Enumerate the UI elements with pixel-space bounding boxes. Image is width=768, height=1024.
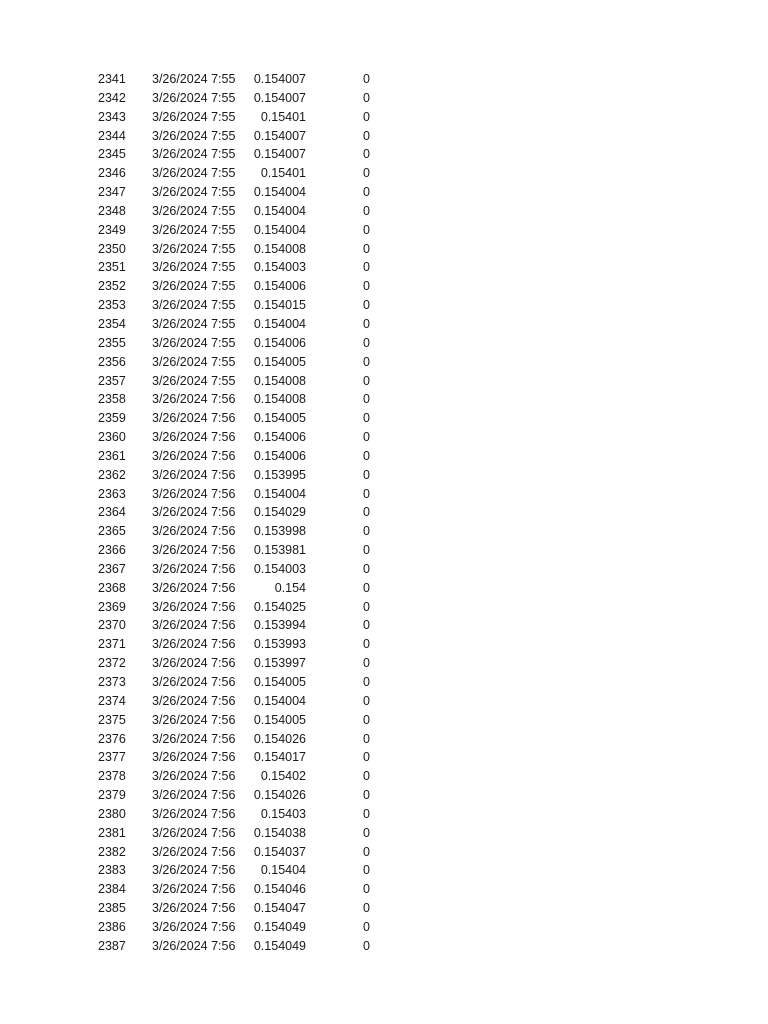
value-cell: 0.154004: [253, 222, 306, 237]
flag-cell: 0: [363, 260, 370, 275]
table-row: [0, 522, 768, 541]
timestamp-cell: 3/26/2024 7:56: [152, 712, 236, 727]
flag-cell: 0: [363, 128, 370, 143]
table-row: [0, 767, 768, 786]
value-cell: 0.154008: [253, 373, 306, 388]
table-row: [0, 899, 768, 918]
timestamp-cell: 3/26/2024 7:55: [152, 316, 236, 331]
row-index-cell: 2349: [98, 222, 126, 237]
flag-cell: 0: [363, 109, 370, 124]
value-cell: 0.154007: [253, 147, 306, 162]
row-index-cell: 2359: [98, 411, 126, 426]
flag-cell: 0: [363, 882, 370, 897]
flag-cell: 0: [363, 373, 370, 388]
table-row: [0, 127, 768, 146]
timestamp-cell: 3/26/2024 7:55: [152, 203, 236, 218]
table-row: [0, 786, 768, 805]
row-index-cell: 2383: [98, 863, 126, 878]
value-cell: 0.154029: [253, 505, 306, 520]
timestamp-cell: 3/26/2024 7:56: [152, 618, 236, 633]
row-index-cell: 2342: [98, 90, 126, 105]
timestamp-cell: 3/26/2024 7:56: [152, 844, 236, 859]
table-row: [0, 258, 768, 277]
table-row: [0, 164, 768, 183]
row-index-cell: 2368: [98, 580, 126, 595]
value-cell: 0.153981: [253, 543, 306, 558]
table-row: [0, 296, 768, 315]
table-row: [0, 541, 768, 560]
flag-cell: 0: [363, 354, 370, 369]
value-cell: 0.154004: [253, 486, 306, 501]
value-cell: 0.154: [274, 580, 306, 595]
row-index-cell: 2356: [98, 354, 126, 369]
table-row: [0, 334, 768, 353]
flag-cell: 0: [363, 788, 370, 803]
flag-cell: 0: [363, 411, 370, 426]
row-index-cell: 2372: [98, 656, 126, 671]
flag-cell: 0: [363, 938, 370, 953]
row-index-cell: 2380: [98, 806, 126, 821]
flag-cell: 0: [363, 222, 370, 237]
flag-cell: 0: [363, 203, 370, 218]
timestamp-cell: 3/26/2024 7:56: [152, 561, 236, 576]
timestamp-cell: 3/26/2024 7:55: [152, 222, 236, 237]
flag-cell: 0: [363, 561, 370, 576]
table-row: [0, 937, 768, 956]
value-cell: 0.153994: [253, 618, 306, 633]
timestamp-cell: 3/26/2024 7:55: [152, 72, 236, 86]
timestamp-cell: 3/26/2024 7:55: [152, 335, 236, 350]
timestamp-cell: 3/26/2024 7:55: [152, 241, 236, 256]
flag-cell: 0: [363, 599, 370, 614]
value-cell: 0.154006: [253, 430, 306, 445]
timestamp-cell: 3/26/2024 7:56: [152, 769, 236, 784]
flag-cell: 0: [363, 543, 370, 558]
table-row: [0, 70, 768, 89]
value-cell: 0.154004: [253, 316, 306, 331]
table-row: [0, 616, 768, 635]
row-index-cell: 2387: [98, 938, 126, 953]
row-index-cell: 2379: [98, 788, 126, 803]
flag-cell: 0: [363, 392, 370, 407]
timestamp-cell: 3/26/2024 7:55: [152, 166, 236, 181]
flag-cell: 0: [363, 806, 370, 821]
table-row: [0, 240, 768, 259]
row-index-cell: 2373: [98, 675, 126, 689]
value-cell: 0.154046: [253, 882, 306, 897]
flag-cell: 0: [363, 90, 370, 105]
timestamp-cell: 3/26/2024 7:55: [152, 373, 236, 388]
flag-cell: 0: [363, 467, 370, 482]
timestamp-cell: 3/26/2024 7:55: [152, 260, 236, 275]
table-row: [0, 145, 768, 164]
timestamp-cell: 3/26/2024 7:56: [152, 486, 236, 501]
flag-cell: 0: [363, 335, 370, 350]
row-index-cell: 2381: [98, 825, 126, 840]
timestamp-cell: 3/26/2024 7:56: [152, 675, 236, 689]
table-row: [0, 315, 768, 334]
row-index-cell: 2363: [98, 486, 126, 501]
flag-cell: 0: [363, 166, 370, 181]
value-cell: 0.154047: [253, 901, 306, 916]
timestamp-cell: 3/26/2024 7:56: [152, 806, 236, 821]
table-row: [0, 805, 768, 824]
flag-cell: 0: [363, 618, 370, 633]
timestamp-cell: 3/26/2024 7:55: [152, 109, 236, 124]
timestamp-cell: 3/26/2024 7:56: [152, 938, 236, 953]
timestamp-cell: 3/26/2024 7:56: [152, 505, 236, 520]
timestamp-cell: 3/26/2024 7:56: [152, 863, 236, 878]
timestamp-cell: 3/26/2024 7:55: [152, 298, 236, 313]
table-row: [0, 692, 768, 711]
flag-cell: 0: [363, 448, 370, 463]
table-row: [0, 560, 768, 579]
row-index-cell: 2364: [98, 505, 126, 520]
timestamp-cell: 3/26/2024 7:56: [152, 731, 236, 746]
value-cell: 0.154049: [253, 938, 306, 953]
table-row: [0, 428, 768, 447]
table-row: [0, 673, 768, 692]
table-row: [0, 748, 768, 767]
row-index-cell: 2374: [98, 693, 126, 708]
timestamp-cell: 3/26/2024 7:56: [152, 580, 236, 595]
flag-cell: 0: [363, 637, 370, 652]
row-index-cell: 2358: [98, 392, 126, 407]
table-row: [0, 277, 768, 296]
timestamp-cell: 3/26/2024 7:56: [152, 825, 236, 840]
row-index-cell: 2369: [98, 599, 126, 614]
row-index-cell: 2353: [98, 298, 126, 313]
row-index-cell: 2361: [98, 448, 126, 463]
value-cell: 0.15403: [260, 806, 306, 821]
table-row: [0, 635, 768, 654]
flag-cell: 0: [363, 750, 370, 765]
row-index-cell: 2347: [98, 185, 126, 200]
value-cell: 0.154005: [253, 712, 306, 727]
timestamp-cell: 3/26/2024 7:56: [152, 524, 236, 539]
flag-cell: 0: [363, 298, 370, 313]
flag-cell: 0: [363, 580, 370, 595]
value-cell: 0.154025: [253, 599, 306, 614]
flag-cell: 0: [363, 731, 370, 746]
table-row: [0, 447, 768, 466]
flag-cell: 0: [363, 185, 370, 200]
table-row: [0, 353, 768, 372]
timestamp-cell: 3/26/2024 7:56: [152, 392, 236, 407]
row-index-cell: 2345: [98, 147, 126, 162]
table-row: [0, 108, 768, 127]
table-row: [0, 372, 768, 391]
row-index-cell: 2375: [98, 712, 126, 727]
timestamp-cell: 3/26/2024 7:56: [152, 901, 236, 916]
table-row: [0, 654, 768, 673]
flag-cell: 0: [363, 279, 370, 294]
flag-cell: 0: [363, 72, 370, 86]
row-index-cell: 2376: [98, 731, 126, 746]
row-index-cell: 2367: [98, 561, 126, 576]
table-row: [0, 861, 768, 880]
value-cell: 0.15401: [260, 109, 306, 124]
row-index-cell: 2343: [98, 109, 126, 124]
row-index-cell: 2366: [98, 543, 126, 558]
flag-cell: 0: [363, 675, 370, 689]
row-index-cell: 2354: [98, 316, 126, 331]
timestamp-cell: 3/26/2024 7:56: [152, 467, 236, 482]
row-index-cell: 2351: [98, 260, 126, 275]
flag-cell: 0: [363, 901, 370, 916]
flag-cell: 0: [363, 430, 370, 445]
table-row: [0, 711, 768, 730]
value-cell: 0.154017: [253, 750, 306, 765]
table-row: [0, 89, 768, 108]
row-index-cell: 2346: [98, 166, 126, 181]
row-index-cell: 2377: [98, 750, 126, 765]
row-index-cell: 2385: [98, 901, 126, 916]
row-index-cell: 2344: [98, 128, 126, 143]
flag-cell: 0: [363, 712, 370, 727]
value-cell: 0.154004: [253, 693, 306, 708]
value-cell: 0.154003: [253, 260, 306, 275]
flag-cell: 0: [363, 316, 370, 331]
value-cell: 0.154006: [253, 448, 306, 463]
value-cell: 0.154007: [253, 90, 306, 105]
table-row: [0, 824, 768, 843]
flag-cell: 0: [363, 486, 370, 501]
row-index-cell: 2382: [98, 844, 126, 859]
value-cell: 0.15402: [260, 769, 306, 784]
timestamp-cell: 3/26/2024 7:56: [152, 430, 236, 445]
row-index-cell: 2341: [98, 72, 126, 86]
value-cell: 0.154026: [253, 731, 306, 746]
value-cell: 0.154006: [253, 279, 306, 294]
timestamp-cell: 3/26/2024 7:55: [152, 279, 236, 294]
value-cell: 0.154005: [253, 675, 306, 689]
timestamp-cell: 3/26/2024 7:56: [152, 882, 236, 897]
value-cell: 0.15401: [260, 166, 306, 181]
timestamp-cell: 3/26/2024 7:56: [152, 448, 236, 463]
timestamp-cell: 3/26/2024 7:55: [152, 185, 236, 200]
timestamp-cell: 3/26/2024 7:55: [152, 147, 236, 162]
timestamp-cell: 3/26/2024 7:56: [152, 788, 236, 803]
flag-cell: 0: [363, 524, 370, 539]
row-index-cell: 2378: [98, 769, 126, 784]
value-cell: 0.153998: [253, 524, 306, 539]
table-row: [0, 221, 768, 240]
data-sheet: [0, 70, 768, 956]
row-index-cell: 2348: [98, 203, 126, 218]
value-cell: 0.153997: [253, 656, 306, 671]
value-cell: 0.153995: [253, 467, 306, 482]
value-cell: 0.154003: [253, 561, 306, 576]
table-row: [0, 579, 768, 598]
row-index-cell: 2352: [98, 279, 126, 294]
value-cell: 0.154007: [253, 128, 306, 143]
row-index-cell: 2386: [98, 919, 126, 934]
row-index-cell: 2360: [98, 430, 126, 445]
value-cell: 0.154037: [253, 844, 306, 859]
timestamp-cell: 3/26/2024 7:56: [152, 599, 236, 614]
row-index-cell: 2357: [98, 373, 126, 388]
row-index-cell: 2362: [98, 467, 126, 482]
table-row: [0, 598, 768, 617]
row-index-cell: 2355: [98, 335, 126, 350]
value-cell: 0.154006: [253, 335, 306, 350]
timestamp-cell: 3/26/2024 7:55: [152, 128, 236, 143]
value-cell: 0.154005: [253, 411, 306, 426]
timestamp-cell: 3/26/2024 7:56: [152, 411, 236, 426]
row-index-cell: 2371: [98, 637, 126, 652]
value-cell: 0.154008: [253, 241, 306, 256]
timestamp-cell: 3/26/2024 7:56: [152, 543, 236, 558]
flag-cell: 0: [363, 693, 370, 708]
flag-cell: 0: [363, 241, 370, 256]
timestamp-cell: 3/26/2024 7:56: [152, 693, 236, 708]
row-index-cell: 2365: [98, 524, 126, 539]
row-index-cell: 2370: [98, 618, 126, 633]
flag-cell: 0: [363, 863, 370, 878]
table-row: [0, 183, 768, 202]
table-row: [0, 918, 768, 937]
value-cell: 0.154004: [253, 203, 306, 218]
value-cell: 0.15404: [260, 863, 306, 878]
timestamp-cell: 3/26/2024 7:56: [152, 750, 236, 765]
table-row: [0, 390, 768, 409]
table-row: [0, 843, 768, 862]
table-row: [0, 409, 768, 428]
table-row: [0, 485, 768, 504]
flag-cell: 0: [363, 147, 370, 162]
flag-cell: 0: [363, 844, 370, 859]
value-cell: 0.154007: [253, 72, 306, 86]
value-cell: 0.153993: [253, 637, 306, 652]
timestamp-cell: 3/26/2024 7:55: [152, 90, 236, 105]
value-cell: 0.154008: [253, 392, 306, 407]
timestamp-cell: 3/26/2024 7:56: [152, 919, 236, 934]
table-row: [0, 880, 768, 899]
table-row: [0, 466, 768, 485]
flag-cell: 0: [363, 919, 370, 934]
flag-cell: 0: [363, 769, 370, 784]
value-cell: 0.154005: [253, 354, 306, 369]
value-cell: 0.154004: [253, 185, 306, 200]
row-index-cell: 2384: [98, 882, 126, 897]
table-row: [0, 730, 768, 749]
value-cell: 0.154038: [253, 825, 306, 840]
row-index-cell: 2350: [98, 241, 126, 256]
value-cell: 0.154015: [253, 298, 306, 313]
timestamp-cell: 3/26/2024 7:56: [152, 637, 236, 652]
flag-cell: 0: [363, 505, 370, 520]
table-row: [0, 503, 768, 522]
timestamp-cell: 3/26/2024 7:56: [152, 656, 236, 671]
value-cell: 0.154049: [253, 919, 306, 934]
flag-cell: 0: [363, 656, 370, 671]
value-cell: 0.154026: [253, 788, 306, 803]
timestamp-cell: 3/26/2024 7:55: [152, 354, 236, 369]
table-row: [0, 202, 768, 221]
flag-cell: 0: [363, 825, 370, 840]
